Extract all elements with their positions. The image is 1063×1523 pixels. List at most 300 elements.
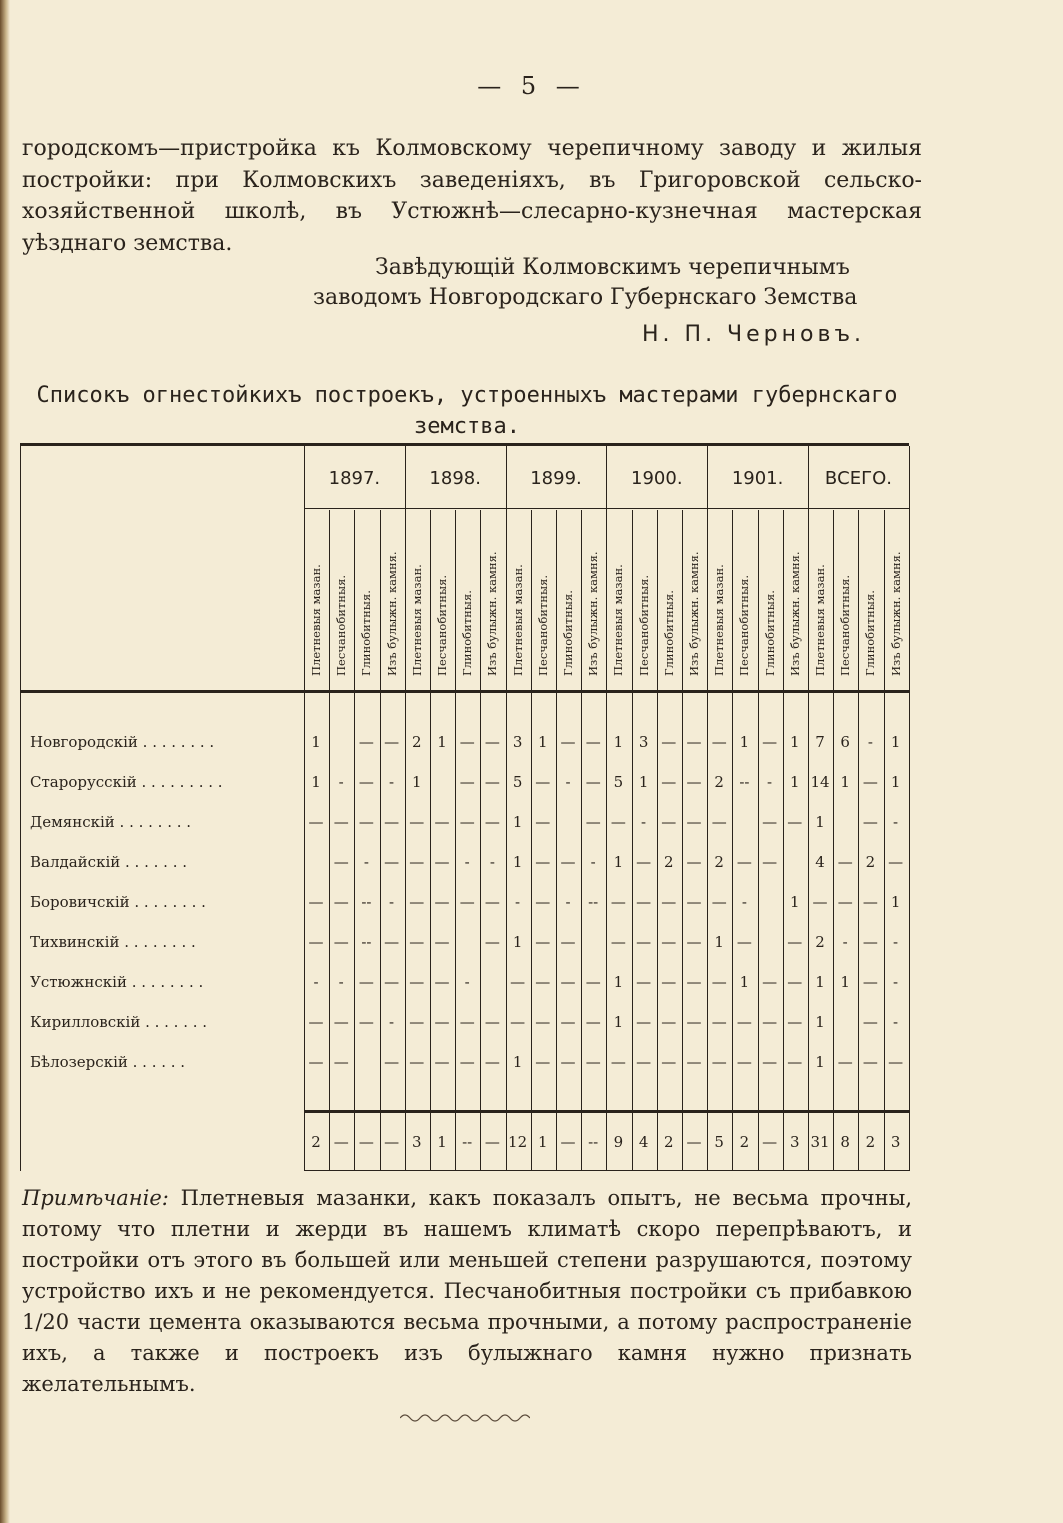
column-header (304, 512, 328, 690)
table-cell: — (333, 813, 349, 831)
table-cell: — (384, 933, 400, 951)
note-text-2: части цемента оказываются весьма прочными, а потому распространеніе ихъ, а также и построекъ изъ булыжнаго камня нужно признать желательнымъ. (22, 1310, 912, 1396)
table-cell: — (862, 1013, 878, 1031)
table-cell: — (409, 1013, 425, 1031)
table-cell: — (308, 1053, 324, 1071)
table-cell: — (308, 1013, 324, 1031)
column-header (632, 512, 656, 690)
table-cell: — (762, 813, 778, 831)
column-header-label: Песчанобитныя. (737, 574, 752, 676)
table-cell: — (736, 1053, 752, 1071)
table-cell: 5 (613, 773, 624, 791)
table-cell: — (888, 1053, 904, 1071)
table-top-rule (20, 443, 909, 446)
column-header (783, 512, 807, 690)
table-cell: — (308, 813, 324, 831)
table-cell: — (862, 773, 878, 791)
table-cell: — (459, 773, 475, 791)
table-cell: 1 (840, 973, 850, 991)
table-cell: — (661, 773, 677, 791)
total-cell: 2 (664, 1133, 674, 1151)
table-cell: — (661, 933, 677, 951)
table-cell: 3 (638, 733, 649, 751)
column-header (707, 512, 731, 690)
table-cell: - (389, 893, 395, 911)
total-cell: 3 (790, 1133, 800, 1151)
table-cell: — (636, 1013, 652, 1031)
table-cell: 1 (890, 773, 901, 791)
table-cell: - (893, 933, 899, 951)
table-cell: - (842, 933, 848, 951)
table-cell: - (338, 773, 344, 791)
column-header-label: Глинобитныя. (661, 590, 676, 676)
column-header-label: Песчанобитныя. (435, 574, 449, 676)
table-cell: — (535, 773, 551, 791)
table-cell: — (736, 1013, 752, 1031)
table-cell: - (363, 853, 369, 871)
table-cell: — (308, 933, 324, 951)
row-label: Новгородскій . . . . . . . . (30, 733, 215, 751)
total-cell: — (484, 1133, 500, 1151)
column-header (354, 512, 378, 690)
table-cell: — (409, 813, 425, 831)
total-cell: -- (462, 1133, 473, 1151)
total-cell: 2 (311, 1133, 321, 1151)
table-cell: 2 (815, 933, 825, 951)
row-label: Боровичскій . . . . . . . . (30, 893, 206, 911)
table-cell: - (590, 853, 596, 871)
table-cell: -- (361, 933, 372, 951)
table-cell: 2 (714, 773, 724, 791)
table-cell: 1 (815, 973, 825, 991)
note-paragraph (22, 1183, 912, 1400)
table-cell: -- (739, 773, 750, 791)
table-cell: — (661, 973, 677, 991)
table-cell: — (535, 1013, 551, 1031)
table-cell: — (762, 853, 778, 871)
row-label: Кирилловскій . . . . . . . (30, 1013, 208, 1031)
total-cell: 4 (638, 1133, 649, 1151)
table-cell: — (484, 813, 500, 831)
table-cell: — (409, 933, 425, 951)
total-cell: 1 (437, 1133, 447, 1151)
year-header: 1897. (328, 468, 381, 489)
table-cell: — (434, 813, 450, 831)
table-cell: 1 (437, 733, 447, 751)
page-number: — 5 — (477, 72, 586, 100)
column-header (657, 512, 681, 690)
table-cell: - (389, 1013, 395, 1031)
table-cell: 1 (790, 893, 800, 911)
table-cell: — (409, 973, 425, 991)
table-cell: — (711, 1013, 727, 1031)
table-cell: 1 (613, 973, 624, 991)
total-cell: — (384, 1133, 400, 1151)
table-title: Списокъ огнестойкихъ построекъ, устроенныхъ мастерами губернскаго земства. (36, 383, 898, 439)
table-cell: 2 (865, 853, 876, 871)
table-cell: — (610, 933, 626, 951)
table-cell: — (535, 853, 551, 871)
column-header-label: Плетневыя мазан. (611, 564, 626, 676)
total-cell: — (762, 1133, 778, 1151)
column-header (480, 512, 504, 690)
header-bottom-rule (20, 690, 909, 693)
total-cell: 8 (840, 1133, 850, 1151)
table-cell: — (535, 813, 551, 831)
table-cell: — (711, 733, 727, 751)
table-cell: 1 (815, 1013, 825, 1031)
table-cell: — (862, 973, 878, 991)
table-cell: 4 (815, 853, 825, 871)
table-cell: — (484, 1053, 500, 1071)
total-cell: — (358, 1133, 374, 1151)
table-cell: — (434, 1013, 450, 1031)
intro-paragraph: городскомъ—пристройка къ Колмовскому черепичному заводу и жилыя постройки: при Колмовскихъ заведеніяхъ, въ Григоровской сельско-хозяйственной школѣ, въ Устюжнѣ—слесарно-кузнечная мастерская уѣзднаго земства. (22, 136, 922, 256)
table-cell: — (459, 813, 475, 831)
column-header (506, 512, 530, 690)
table-cell: 14 (810, 773, 830, 791)
table-cell: — (384, 733, 400, 751)
column-header (430, 512, 454, 690)
column-header-label: Плетневыя мазан. (309, 564, 323, 676)
total-cell: -- (588, 1133, 599, 1151)
table-cell: — (636, 1053, 652, 1071)
total-cell: — (560, 1133, 576, 1151)
column-header-label: Плетневыя мазан. (813, 564, 827, 676)
table-cell: - (565, 773, 571, 791)
table-cell: — (459, 893, 475, 911)
table-cell: 1 (739, 733, 750, 751)
table-cell: 2 (412, 733, 422, 751)
column-header (682, 512, 706, 690)
year-header: 1898. (429, 468, 481, 489)
table-cell: — (358, 773, 374, 791)
table-cell: - (893, 973, 899, 991)
table-cell: — (484, 733, 500, 751)
table-cell: — (384, 973, 400, 991)
table-cell: - (489, 853, 495, 871)
table-cell: — (661, 1013, 677, 1031)
table-cell: — (661, 893, 677, 911)
table-cell: — (585, 813, 601, 831)
table-cell: — (434, 1053, 450, 1071)
column-header-label: Песчанобитныя. (535, 574, 550, 676)
table-cell: — (585, 1013, 601, 1031)
column-header-label: Глинобитныя. (863, 590, 878, 676)
table-cell: — (459, 1013, 475, 1031)
column-header-label: Плетневыя мазан. (712, 564, 727, 676)
table-cell: — (510, 1013, 526, 1031)
column-header-label: Глинобитныя. (561, 590, 575, 676)
column-header (732, 512, 756, 690)
table-cell: — (333, 1013, 349, 1031)
column-header-label: Изъ булыжн. камня. (384, 551, 399, 676)
table-cell: — (535, 933, 551, 951)
table-cell: 7 (815, 733, 825, 751)
table-cell: 1 (890, 893, 901, 911)
table-cell: 1 (512, 933, 523, 951)
table-cell: — (736, 853, 752, 871)
total-cell: — (686, 1133, 702, 1151)
table-cell: 1 (311, 773, 321, 791)
column-header-label: Песчанобитныя. (334, 574, 349, 676)
total-cell: — (333, 1133, 349, 1151)
table-cell: — (661, 1053, 677, 1071)
table-cell: — (333, 933, 349, 951)
column-header (581, 512, 605, 690)
table-cell: - (515, 893, 521, 911)
table-cell: — (560, 933, 576, 951)
table-cell: - (893, 1013, 899, 1031)
row-label: Бѣлозерскій . . . . . . (30, 1053, 186, 1071)
table-left-border (20, 446, 21, 1171)
table-cell: — (762, 1053, 778, 1071)
column-header (556, 512, 580, 690)
table-cell: 1 (790, 733, 800, 751)
table-cell: 6 (840, 733, 850, 751)
table-cell: — (434, 853, 450, 871)
column-header-label: Глинобитныя. (359, 590, 374, 676)
table-cell: — (862, 893, 878, 911)
table-cell: — (787, 1013, 803, 1031)
table-cell: — (409, 853, 425, 871)
table-cell: — (585, 733, 601, 751)
table-cell: — (384, 813, 400, 831)
table-cell: — (484, 893, 500, 911)
table-cell: - (313, 973, 319, 991)
year-header: 1900. (631, 468, 683, 489)
table-cell: — (434, 973, 450, 991)
signature-line-1: Завѣдующій Колмовскимъ черепичнымъ (375, 255, 850, 280)
table-cell: - (338, 973, 344, 991)
table-cell: 1 (815, 813, 825, 831)
table-cell: 1 (512, 853, 523, 871)
column-header (758, 512, 782, 690)
table-cell: — (434, 933, 450, 951)
column-header (808, 512, 832, 690)
table-cell: 3 (512, 733, 523, 751)
table-cell: — (787, 973, 803, 991)
table-cell: 1 (613, 1013, 624, 1031)
table-cell: — (409, 1053, 425, 1071)
signature-name: Н. П. Черновъ. (642, 322, 865, 347)
total-cell: 2 (865, 1133, 876, 1151)
table-cell: — (787, 933, 803, 951)
table-cell: — (762, 733, 778, 751)
table-cell: — (610, 1053, 626, 1071)
table-cell: - (565, 893, 571, 911)
table-cell: 1 (512, 1053, 523, 1071)
table-cell: — (636, 853, 652, 871)
table-cell: — (686, 1053, 702, 1071)
row-label: Старорусскій . . . . . . . . . (30, 773, 223, 791)
table-cell: - (767, 773, 773, 791)
year-header: 1901. (731, 468, 784, 489)
table-cell: — (384, 853, 400, 871)
table-cell: -- (588, 893, 599, 911)
column-header-label: Глинобитныя. (762, 590, 777, 676)
table-cell: — (510, 973, 526, 991)
column-header (455, 512, 479, 690)
table-cell: — (636, 893, 652, 911)
table-cell: — (358, 813, 374, 831)
column-header-label: Изъ булыжн. камня. (687, 551, 701, 676)
table-cell: — (560, 853, 576, 871)
table-cell: 1 (890, 733, 901, 751)
column-header-label: Изъ булыжн. камня. (586, 551, 601, 676)
column-header (884, 512, 908, 690)
table-cell: — (384, 1053, 400, 1071)
table-cell: — (837, 1053, 853, 1071)
total-cell: 9 (613, 1133, 624, 1151)
table-cell: — (535, 973, 551, 991)
column-header-label: Изъ булыжн. камня. (888, 551, 903, 676)
table-cell: — (787, 1053, 803, 1071)
year-header: ВСЕГО. (824, 468, 892, 489)
total-cell: 5 (714, 1133, 724, 1151)
table-cell: 2 (664, 853, 674, 871)
table-cell: — (535, 893, 551, 911)
row-label: Демянскій . . . . . . . . (30, 813, 192, 831)
table-cell: — (333, 1053, 349, 1071)
note-text: Плетневыя мазанки, какъ показалъ опытъ, не весьма прочны, потому что плетни и жерди въ нашемъ климатѣ скоро перепрѣваютъ, и постройки отъ этого въ большей или меньшей степени разрушаются, поэтому устройство ихъ и не рекомендуется. Песчанобитныя постройки съ прибавкою (22, 1186, 912, 1303)
page-edge (0, 0, 10, 1523)
table-cell: — (862, 933, 878, 951)
table-cell: — (333, 893, 349, 911)
table-cell: - (893, 813, 899, 831)
table-cell: — (686, 893, 702, 911)
table-cell: — (711, 813, 727, 831)
column-header (858, 512, 882, 690)
table-cell: 1 (739, 973, 750, 991)
column-header-label: Изъ булыжн. камня. (485, 551, 500, 676)
table-cell: - (389, 773, 395, 791)
table-cell: 1 (790, 773, 800, 791)
column-header-label: Плетневыя мазан. (510, 564, 525, 676)
table-cell: — (484, 933, 500, 951)
table-cell: — (333, 853, 349, 871)
table-cell: — (636, 973, 652, 991)
decorative-flourish (400, 1408, 530, 1428)
table-cell: — (434, 893, 450, 911)
total-cell: 12 (508, 1133, 528, 1151)
total-cell: 31 (810, 1133, 830, 1151)
table-cell: — (610, 813, 626, 831)
table-cell: 1 (613, 853, 624, 871)
total-cell: 3 (890, 1133, 901, 1151)
column-header-label: Песчанобитныя. (838, 574, 853, 676)
table-cell: 1 (714, 933, 724, 951)
column-header-label: Песчанобитныя. (636, 574, 651, 676)
table-cell: — (560, 1013, 576, 1031)
table-cell: — (535, 1053, 551, 1071)
column-header (380, 512, 404, 690)
year-divider (909, 446, 910, 1171)
table-cell: — (787, 813, 803, 831)
table-cell: 2 (714, 853, 724, 871)
table-cell: — (610, 893, 626, 911)
table-cell: — (585, 1053, 601, 1071)
total-cell: 2 (739, 1133, 750, 1151)
table-cell: 1 (412, 773, 422, 791)
table-cell: — (686, 813, 702, 831)
table-cell: — (711, 973, 727, 991)
year-header: 1899. (530, 468, 582, 489)
column-header-label: Изъ булыжн. камня. (787, 551, 802, 676)
table-cell: — (686, 973, 702, 991)
table-cell: - (464, 973, 470, 991)
table-cell: — (585, 973, 601, 991)
table-cell: - (741, 893, 747, 911)
table-cell: — (686, 853, 702, 871)
row-label: Тихвинскій . . . . . . . . (30, 933, 196, 951)
note-label: Примѣчаніе: (22, 1186, 169, 1210)
table-cell: — (686, 733, 702, 751)
total-cell: 1 (538, 1133, 548, 1151)
table-cell: — (560, 1053, 576, 1071)
column-header-label: Плетневыя мазан. (409, 564, 424, 676)
table-cell: — (686, 1013, 702, 1031)
table-cell: — (308, 893, 324, 911)
table-cell: — (459, 1053, 475, 1071)
table-cell: — (661, 733, 677, 751)
table-cell: — (736, 933, 752, 951)
table-cell: -- (361, 893, 372, 911)
table-cell: — (711, 1053, 727, 1071)
table-cell: 1 (638, 773, 649, 791)
table-cell: - (464, 853, 470, 871)
signature-line-2: заводомъ Новгородскаго Губернскаго Земства (313, 285, 858, 310)
total-cell: 3 (412, 1133, 422, 1151)
table-cell: 1 (840, 773, 850, 791)
table-cell: — (560, 733, 576, 751)
table-cell: — (484, 773, 500, 791)
column-header (833, 512, 857, 690)
table-cell: — (762, 973, 778, 991)
column-header-label: Глинобитныя. (460, 590, 475, 676)
table-cell: — (686, 933, 702, 951)
row-label: Валдайскій . . . . . . . (30, 853, 187, 871)
table-cell: — (862, 1053, 878, 1071)
table-cell: — (409, 893, 425, 911)
table-cell: — (762, 1013, 778, 1031)
table-cell: — (358, 1013, 374, 1031)
table-cell: — (636, 933, 652, 951)
table-cell: — (358, 733, 374, 751)
table-cell: 1 (815, 1053, 825, 1071)
note-fraction: 1/20 (22, 1310, 70, 1334)
table-cell: 1 (613, 733, 624, 751)
table-cell: - (641, 813, 647, 831)
table-cell: — (358, 973, 374, 991)
table-cell: — (459, 733, 475, 751)
column-header (329, 512, 353, 690)
table-cell: - (867, 733, 873, 751)
table-cell: — (585, 773, 601, 791)
table-cell: — (661, 813, 677, 831)
table-cell: 1 (512, 813, 523, 831)
table-cell: — (888, 853, 904, 871)
table-cell: — (686, 773, 702, 791)
column-header (405, 512, 429, 690)
column-header (531, 512, 555, 690)
table-cell: — (837, 853, 853, 871)
table-cell: — (862, 813, 878, 831)
table-cell: — (812, 893, 828, 911)
table-cell: — (560, 973, 576, 991)
table-cell: 5 (512, 773, 523, 791)
table-cell: 1 (538, 733, 548, 751)
